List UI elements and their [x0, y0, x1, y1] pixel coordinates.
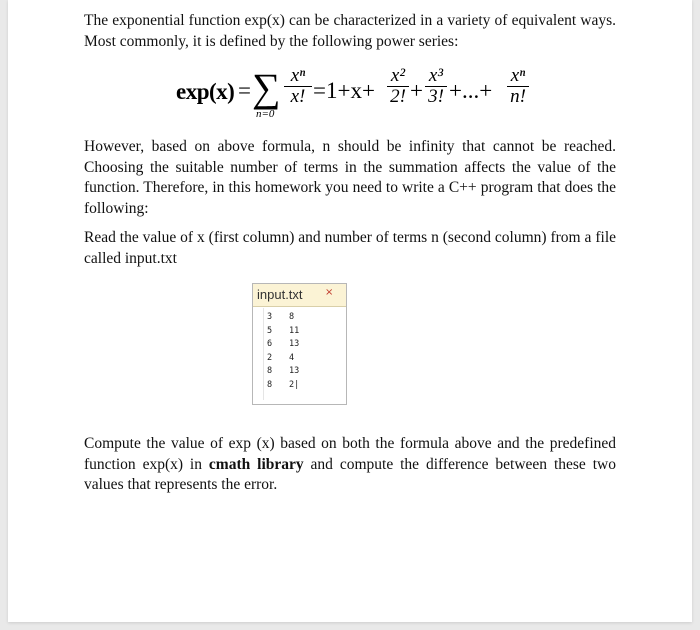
- input-file-editor: [252, 283, 347, 405]
- compute-text: Compute the value of exp (x) based on both the formula above and the predefined function exp(x) in: [84, 435, 616, 473]
- x-value: 2: [267, 352, 273, 363]
- fraction-numerator: xⁿ: [290, 65, 306, 86]
- fraction-denominator: 2!: [387, 86, 409, 107]
- series-general-term: [284, 66, 312, 107]
- fraction-numerator: xⁿ: [510, 65, 526, 86]
- editor-tab[interactable]: [253, 284, 346, 307]
- fraction-denominator: n!: [507, 86, 529, 107]
- fraction-numerator: x³: [428, 65, 444, 86]
- intro-paragraph: The exponential function exp(x) can be characterized in a variety of equivalent ways. Most commonly, it is defined by the following power series:: [84, 12, 616, 50]
- cmath-library-text: cmath library: [208, 455, 304, 473]
- fraction-denominator: x!: [284, 86, 312, 107]
- file-line: [265, 338, 319, 352]
- file-line: [265, 379, 319, 393]
- x-value: 5: [267, 325, 273, 336]
- formula-term: =1+x+: [313, 78, 375, 103]
- compute-paragraph: [84, 434, 616, 496]
- formula-term: +: [410, 78, 423, 103]
- file-contents[interactable]: [265, 311, 319, 392]
- infinity-paragraph: However, based on above formula, n should be infinity that cannot be reached. Choosing the suitable number of terms in the summation affects the value of the function. Therefore, in this homework you need to write a C++ program that does the following:: [84, 138, 616, 217]
- x-value: 8: [267, 379, 273, 390]
- read-input-paragraph: Read the value of x (first column) and number of terms n (second column) from a file called input.txt: [84, 229, 616, 267]
- compute-text-end: and compute the difference between these two values that represents the error.: [84, 455, 616, 493]
- n-value: 2|: [289, 379, 300, 390]
- n-value: 8: [289, 312, 295, 322]
- n-value: 11: [289, 325, 300, 336]
- series-term-xn: [507, 66, 529, 107]
- x-value: 6: [267, 339, 273, 349]
- x-value: 3: [267, 312, 273, 322]
- close-icon[interactable]: ×: [325, 287, 334, 298]
- sigma-lower-limit: n=0: [256, 108, 275, 120]
- n-value: 13: [289, 366, 300, 376]
- file-line: [265, 311, 319, 325]
- file-line: [265, 352, 319, 366]
- formula-term: +...+: [449, 78, 493, 103]
- file-line: [265, 325, 319, 339]
- tab-filename[interactable]: input.txt: [257, 287, 303, 302]
- formula-equals: =: [238, 78, 251, 103]
- fraction-denominator: 3!: [425, 86, 447, 107]
- series-term-x3: [425, 66, 447, 107]
- file-line: [265, 365, 319, 379]
- exp-power-series-formula: [172, 64, 532, 126]
- series-term-x2: [387, 66, 409, 107]
- x-value: 8: [267, 366, 273, 376]
- sigma-symbol: ∑: [252, 65, 281, 110]
- formula-lhs: exp(x): [176, 79, 235, 104]
- fraction-numerator: x²: [390, 65, 406, 86]
- editor-gutter: [257, 308, 264, 400]
- n-value: 13: [289, 339, 300, 349]
- n-value: 4: [289, 352, 295, 363]
